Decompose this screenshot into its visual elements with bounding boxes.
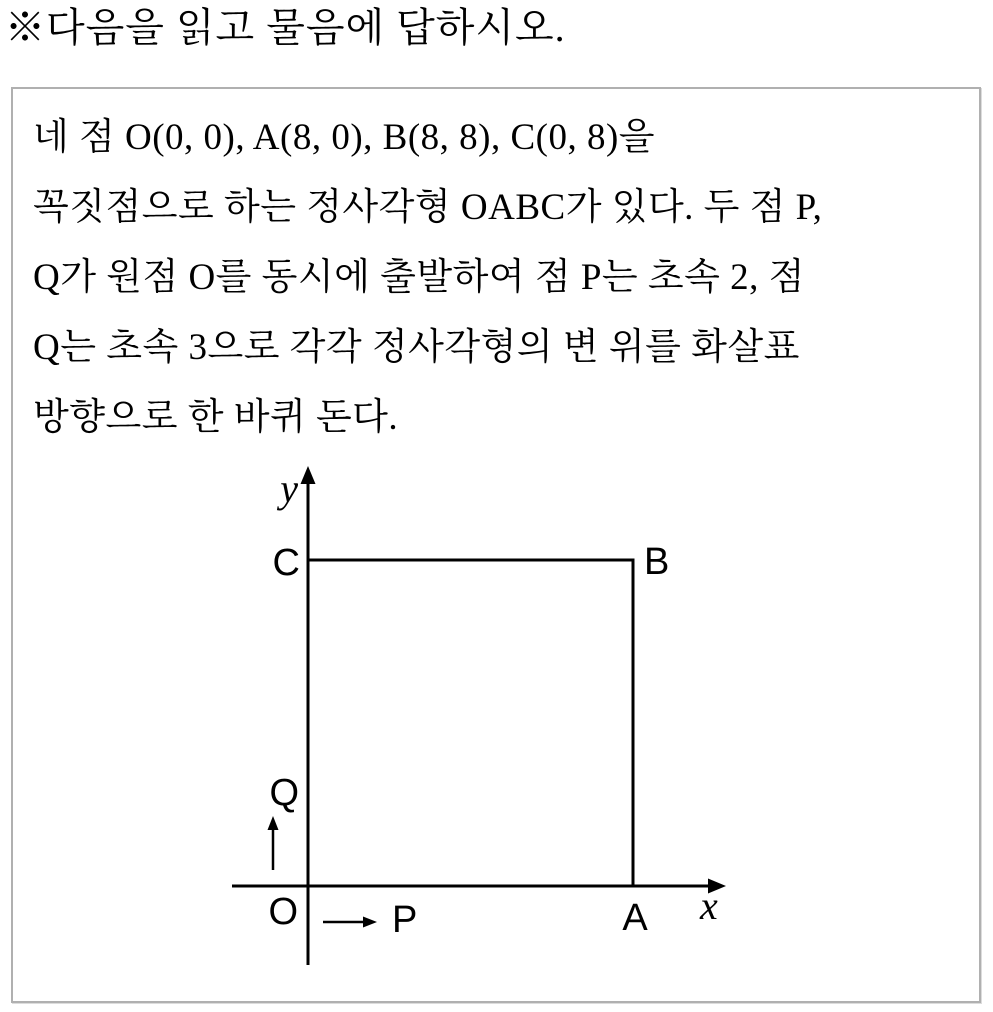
- y-axis-arrowhead-icon: [301, 466, 316, 484]
- instruction-text: ※다음을 읽고 물음에 답하시오.: [5, 5, 566, 50]
- vertex-label-A: A: [622, 897, 648, 939]
- point-label-Q: Q: [269, 772, 299, 814]
- vertex-label-O: O: [268, 891, 298, 933]
- square-OABC: [308, 560, 633, 886]
- vertex-label-B: B: [644, 541, 670, 583]
- problem-line: Q는 초속 3으로 각각 정사각형의 변 위를 화살표: [33, 327, 800, 368]
- problem-line: 네 점 O(0, 0), A(8, 0), B(8, 8), C(0, 8)을: [33, 117, 656, 158]
- problem-line: 방향으로 한 바퀴 돈다.: [33, 397, 399, 438]
- problem-line: Q가 원점 O를 동시에 출발하여 점 P는 초속 2, 점: [33, 257, 805, 298]
- vertex-label-C: C: [272, 542, 300, 584]
- q-direction-arrowhead-icon: [268, 816, 279, 830]
- problem-line: 꼭짓점으로 하는 정사각형 OABC가 있다. 두 점 P,: [33, 187, 823, 228]
- y-axis-label: y: [280, 466, 298, 511]
- point-label-P: P: [392, 899, 418, 941]
- p-direction-arrowhead-icon: [363, 917, 377, 928]
- x-axis-label: x: [700, 883, 718, 928]
